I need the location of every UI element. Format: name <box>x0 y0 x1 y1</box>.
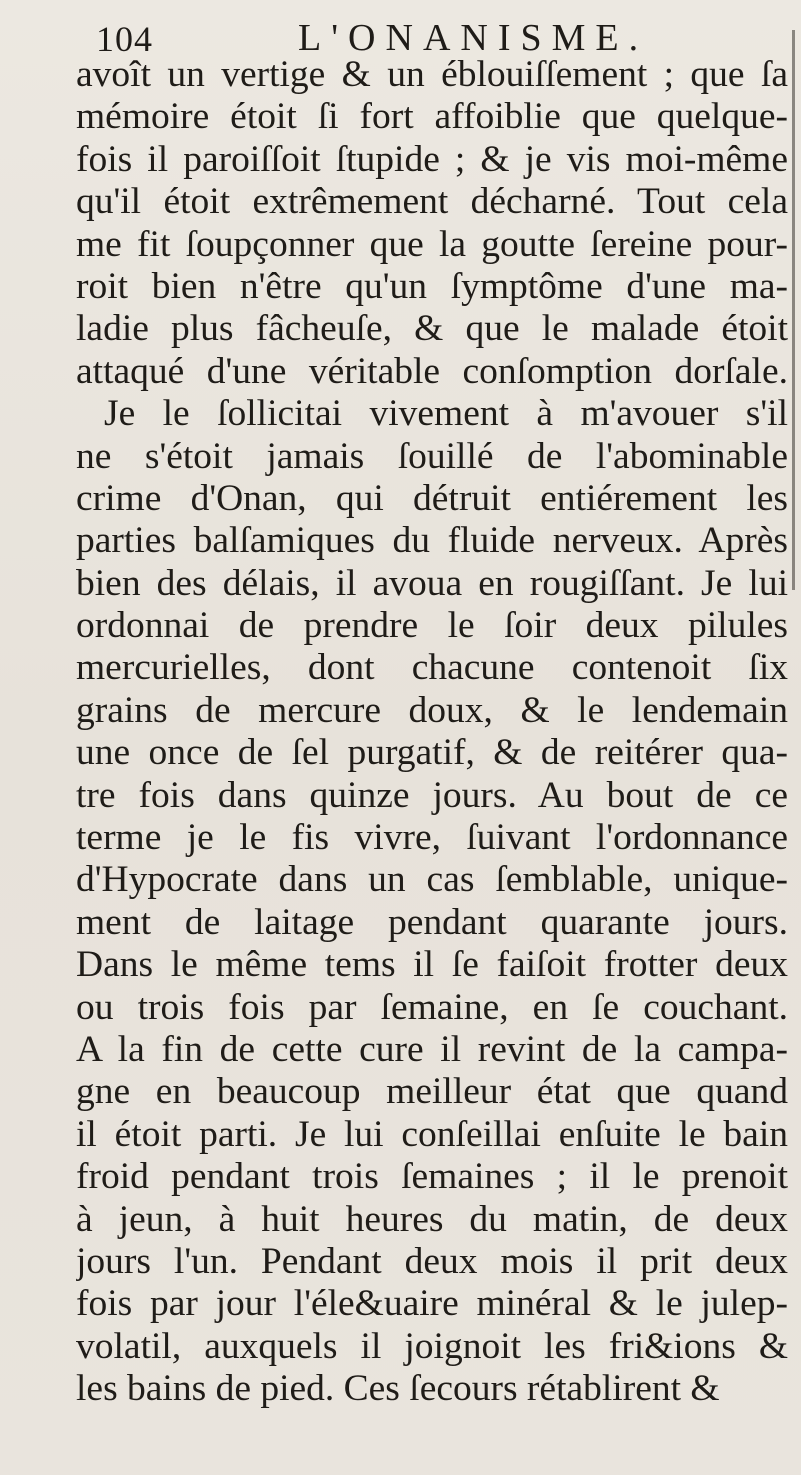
text-line: mémoire étoit ſi fort affoiblie que quelque- <box>76 96 788 138</box>
text-line: A la fin de cette cure il revint de la campa- <box>76 1028 788 1070</box>
text-line: ladie plus fâcheuſe, & que le malade étoit <box>76 308 788 350</box>
text-line: me fit ſoupçonner que la goutte ſereine pour- <box>76 223 788 265</box>
text-line: ment de laitage pendant quarante jours. <box>76 901 788 943</box>
text-line: les bains de pied. Ces ſecours rétablirent & <box>76 1368 720 1410</box>
text-line: Je le ſollicitai vivement à m'avouer s'il <box>104 393 788 435</box>
text-line: qu'il étoit extrêmement décharné. Tout cela <box>76 181 788 223</box>
text-line: volatil, auxquels il joignoit les fri&ions & <box>76 1325 788 1367</box>
text-line: il étoit parti. Je lui conſeillai enſuite le bain <box>76 1113 788 1155</box>
text-line: mercurielles, dont chacune contenoit ſix <box>76 647 788 689</box>
text-line: fois il paroiſſoit ſtupide ; & je vis moi-même <box>76 138 788 180</box>
text-line: ou trois fois par ſemaine, en ſe couchant. <box>76 986 788 1028</box>
text-line: terme je le fis vivre, ſuivant l'ordonnance <box>76 817 788 859</box>
text-line: parties balſamiques du fluide nerveux. Après <box>76 520 788 562</box>
text-line: froid pendant trois ſemaines ; il le prenoit <box>76 1156 788 1198</box>
page-edge-shadow <box>792 30 795 590</box>
text-line: ne s'étoit jamais ſouillé de l'abominable <box>76 435 788 477</box>
text-line: d'Hypocrate dans un cas ſemblable, unique- <box>76 859 788 901</box>
text-line: jours l'un. Pendant deux mois il prit deux <box>76 1240 788 1282</box>
text-line: crime d'Onan, qui détruit entiérement les <box>76 477 788 519</box>
text-line: Dans le même tems il ſe faiſoit frotter deux <box>76 944 788 986</box>
text-line: attaqué d'une véritable conſomption dorſale. <box>76 350 788 392</box>
running-title: L'ONANISME. <box>298 17 649 59</box>
body-text <box>76 54 788 1411</box>
text-line: fois par jour l'éle&uaire minéral & le julep- <box>76 1283 788 1325</box>
text-line: roit bien n'être qu'un ſymptôme d'une ma- <box>76 265 788 307</box>
text-line: gne en beaucoup meilleur état que quand <box>76 1071 788 1113</box>
page-number: 104 <box>96 19 153 59</box>
text-line: tre fois dans quinze jours. Au bout de ce <box>76 774 788 816</box>
text-line: grains de mercure doux, & le lendemain <box>76 689 788 731</box>
text-line: ordonnai de prendre le ſoir deux pilules <box>76 605 788 647</box>
text-line: une once de ſel purgatif, & de reitérer qua- <box>76 732 788 774</box>
text-line: bien des délais, il avoua en rougiſſant. Je lui <box>76 562 788 604</box>
text-line: à jeun, à huit heures du matin, de deux <box>76 1198 788 1240</box>
text-line: avoît un vertige & un éblouiſſement ; que ſa <box>76 54 788 95</box>
